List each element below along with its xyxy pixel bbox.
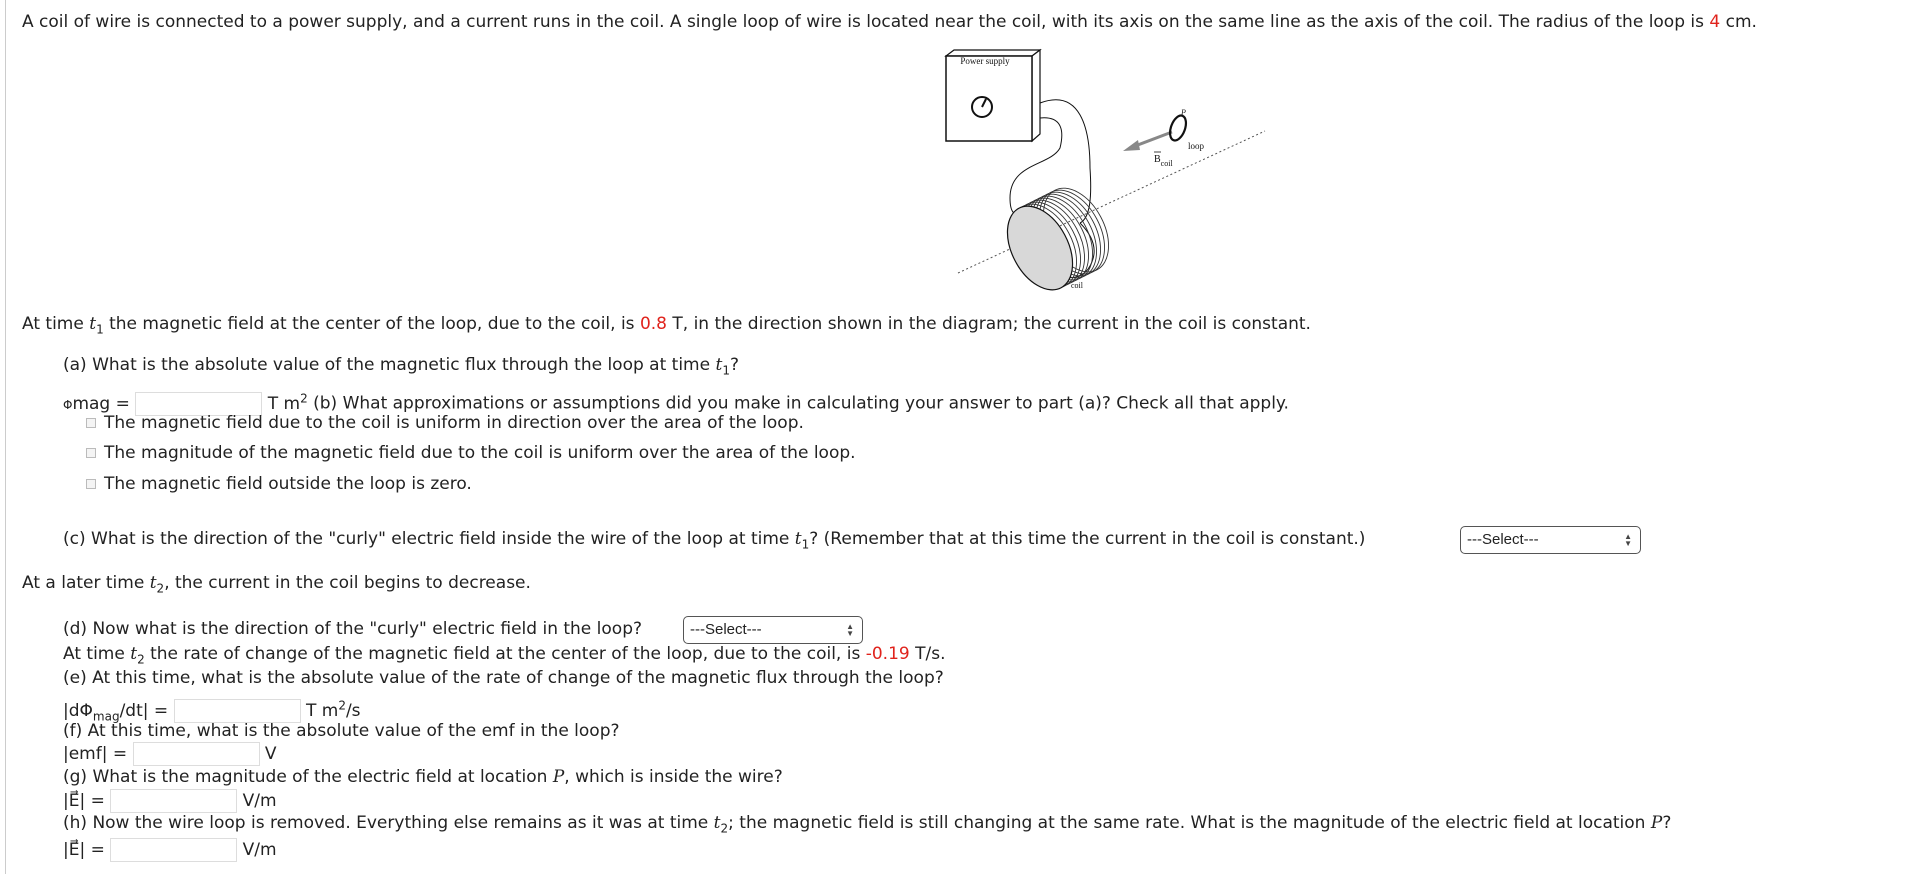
select-arrows-icon: ▲ ▼ bbox=[846, 622, 854, 638]
point-p-label: P bbox=[1181, 108, 1186, 117]
assumption-checkbox-3[interactable] bbox=[86, 479, 96, 489]
b-coil-label: $B_{coil}$ bbox=[1154, 154, 1173, 168]
axis-line bbox=[958, 131, 1265, 273]
t2-statement: At a later time $t_2$, the current in the coil begins to decrease. bbox=[22, 573, 531, 596]
flux-unit: T $m^2$ bbox=[267, 391, 308, 414]
part-h-answer-row bbox=[63, 838, 277, 862]
assumption-checkbox-1[interactable] bbox=[86, 418, 96, 428]
part-h-question: (h) Now the wire loop is removed. Everything else remains as it was at time $t_2$; the magnetic field is still changing at the same rate. What is the magnitude of the electric field at location P? bbox=[63, 813, 1672, 836]
emf-label: |emf| = bbox=[63, 744, 128, 764]
part-f-answer-row bbox=[63, 742, 277, 766]
loop-label: loop bbox=[1188, 141, 1205, 151]
part-c-direction-select[interactable]: ---Select--- ▲ ▼ bbox=[1460, 526, 1641, 554]
flux-rate-unit: T $m^2/s$ bbox=[305, 698, 361, 721]
emf-unit: V bbox=[264, 744, 277, 764]
rate-statement: At time $t_2$ the rate of change of the magnetic field at the center of the loop, due to the coil, is -0.19 T/s. bbox=[63, 644, 946, 667]
part-d-question: (d) Now what is the direction of the "curly" electric field in the loop? bbox=[63, 619, 643, 639]
loop-radius-value: 4 bbox=[1709, 12, 1721, 32]
assumption-option-2[interactable]: The magnitude of the magnetic field due to the coil is uniform over the area of the loop. bbox=[86, 442, 856, 464]
power-supply-label: Power supply bbox=[960, 56, 1010, 66]
b-field-arrow-shaft bbox=[1135, 132, 1172, 146]
coil-label: coil bbox=[1071, 281, 1083, 290]
b-field-arrow-head bbox=[1123, 140, 1140, 151]
e-field-label: |E⃗| = bbox=[63, 791, 105, 811]
e-field-removed-input[interactable] bbox=[110, 838, 237, 862]
part-c-question: (c) What is the direction of the "curly" electric field inside the wire of the loop at time $t_1$? (Remember that at this time the current in the coil is constant.) bbox=[63, 529, 1366, 552]
e-field-unit: V/m bbox=[242, 791, 277, 811]
flux-rate-label: $|d\Phi_{mag}/dt|$ = bbox=[63, 700, 169, 724]
part-g-question: (g) What is the magnitude of the electric field at location P, which is inside the wire? bbox=[63, 767, 783, 787]
e-field-removed-label: |E⃗| = bbox=[63, 840, 105, 860]
assumption-option-1[interactable]: The magnetic field due to the coil is uniform in direction over the area of the loop. bbox=[86, 412, 804, 434]
emf-input[interactable] bbox=[133, 742, 260, 766]
power-supply-side bbox=[1032, 50, 1040, 141]
select-arrows-icon: ▲ ▼ bbox=[1624, 532, 1632, 548]
part-b-question: (b) What approximations or assumptions did you make in calculating your answer to part (a)? Check all that apply. bbox=[313, 393, 1289, 414]
part-e-question: (e) At this time, what is the absolute value of the rate of change of the magnetic flux through the loop? bbox=[63, 668, 944, 688]
assumption-option-3[interactable]: The magnetic field outside the loop is zero. bbox=[86, 473, 472, 495]
e-field-removed-unit: V/m bbox=[242, 840, 277, 860]
part-g-answer-row bbox=[63, 789, 277, 813]
part-d-direction-select[interactable]: ---Select--- ▲ ▼ bbox=[683, 616, 863, 644]
part-a-question: (a) What is the absolute value of the magnetic flux through the loop at time $t_1$? bbox=[63, 355, 739, 378]
coil-loop-diagram bbox=[940, 48, 1270, 294]
assumption-checkbox-2[interactable] bbox=[86, 448, 96, 458]
wire-loop bbox=[1167, 113, 1189, 142]
power-supply-box bbox=[946, 56, 1032, 141]
t1-statement: At time $t_1$ the magnetic field at the center of the loop, due to the coil, is 0.8 T, in the direction shown in the diagram; the current in the coil is constant. bbox=[22, 314, 1311, 337]
flux-label: Φmag = bbox=[63, 393, 130, 414]
e-field-input[interactable] bbox=[110, 789, 237, 813]
diagram-svg bbox=[940, 48, 1270, 294]
rate-value: -0.19 bbox=[865, 644, 910, 664]
field-value: 0.8 bbox=[639, 314, 667, 334]
intro-text: A coil of wire is connected to a power supply, and a current runs in the coil. A single loop of wire is located near the coil, with its axis on the same line as the axis of the coil. The radius of the loop is 4 cm. bbox=[22, 12, 1757, 32]
part-f-question: (f) At this time, what is the absolute value of the emf in the loop? bbox=[63, 721, 620, 741]
